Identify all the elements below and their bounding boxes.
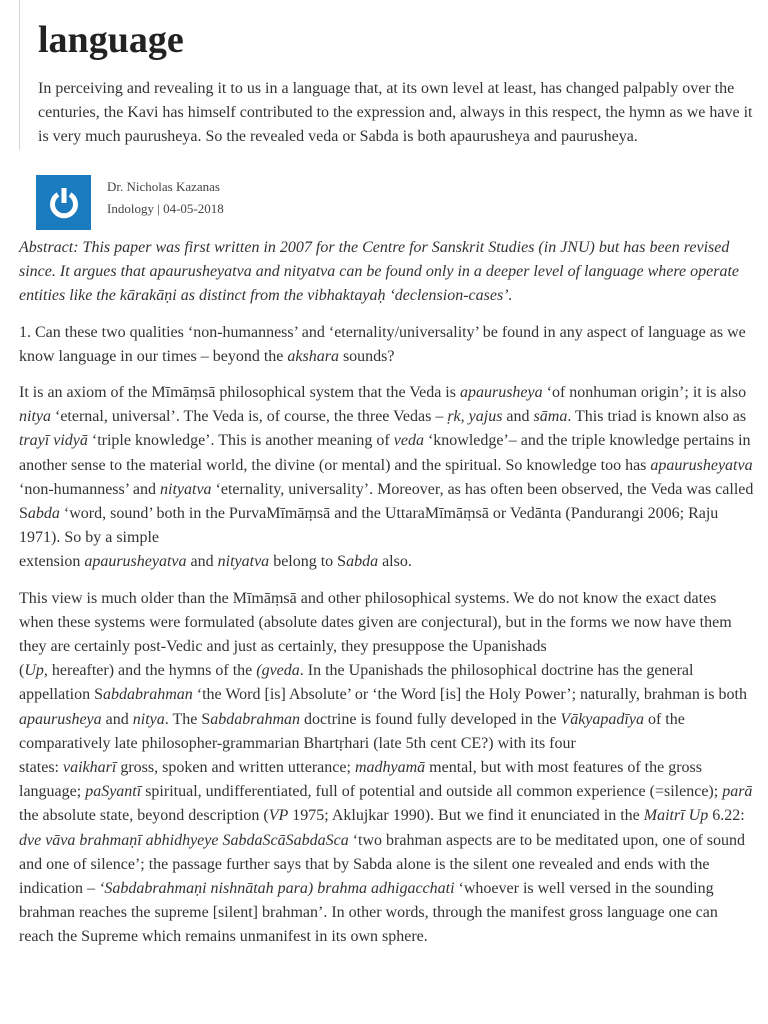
author-meta	[107, 201, 224, 217]
italic-term: trayī vidyā	[19, 432, 88, 450]
category-link[interactable]: Indology	[107, 201, 154, 216]
italic-term: apaurusheyatva	[650, 456, 753, 474]
meta-separator: |	[153, 201, 164, 216]
text-run: This view is much older than the Mīmāṃsā and other philosophical systems. We do not know the exact dates when these systems were formulated (absolute dates given are conjectural), but in the forms we now have them they are certainly post-Vedic and just as certainly, they presuppose the Upanishads	[19, 589, 732, 656]
italic-term: abdabrahman	[102, 686, 193, 704]
italic-term: VP	[268, 807, 289, 825]
italic-term: Up,	[24, 662, 48, 680]
italic-term: veda	[393, 432, 424, 450]
text-run: It is an axiom of the Mīmāṃsā philosophical system that the Veda is	[19, 384, 460, 402]
body-paragraph-3	[19, 587, 754, 950]
text-run: of the comparatively late philosopher-grammarian Bhartṛhari (late 5th cent CE?) with its four	[19, 710, 685, 752]
text-run: states:	[19, 759, 63, 777]
italic-term: nityatva	[217, 553, 270, 571]
author-name[interactable]: Dr. Nicholas Kazanas	[107, 179, 220, 194]
power-icon	[46, 185, 82, 221]
italic-term: abda	[27, 505, 60, 523]
text-run: 1975; Aklujkar 1990). But we find it enunciated in the	[288, 807, 644, 825]
italic-term: ṛk, yajus	[447, 408, 503, 426]
text-run: mental, but with most features of the gross language;	[19, 759, 702, 801]
italic-term: nityatva	[160, 480, 212, 498]
article-title: language	[38, 19, 184, 61]
text-run: ‘triple knowledge’. This is another meaning of	[87, 432, 394, 450]
italic-term: madhyamā	[354, 759, 426, 777]
italic-term: abdabrahman	[210, 710, 301, 728]
text-run: ‘whoever is well versed in the sounding brahman reaches the supreme [silent] brahman’. In other words, through the manifest gross language one can reach the Supreme which remains unmanifest in its own sphere.	[19, 880, 718, 946]
italic-term: apaurusheya	[19, 710, 102, 728]
italic-term: abda	[346, 553, 379, 571]
text-run: ‘the Word [is] Absolute’ or ‘the Word [is] the Holy Power’; naturally, brahman is both	[192, 686, 747, 704]
text-run: ‘word, sound’ both in the PurvaMīmāṃsā and the UttaraMīmāṃsā or Vedānta (Pandurangi 2006; Raju 1971). So by a simple	[19, 505, 719, 547]
text-run: hereafter) and the hymns of the	[47, 662, 257, 680]
body-paragraph-2	[19, 381, 754, 575]
article-body	[19, 236, 754, 950]
text-run: ‘of nonhuman origin’; it is also	[542, 384, 747, 402]
text-run: gross, spoken and written utterance;	[116, 759, 355, 777]
text-run: ‘non-humanness’ and	[19, 480, 160, 498]
italic-term: apaurusheya	[459, 384, 543, 402]
text-run: and	[101, 710, 133, 728]
text-run: . In the Upanishads the philosophical doctrine has the general appellation S	[19, 662, 694, 704]
text-run: also.	[378, 553, 412, 571]
text-run: (	[19, 662, 25, 680]
text-run: ‘eternality, universality’. Moreover, as has often been observed, the Veda was called S	[19, 480, 754, 523]
lead-quote-block	[19, 0, 760, 150]
italic-term: Vākyapadīya	[560, 710, 644, 728]
text-run: 6.22:	[708, 807, 745, 825]
italic-term: ‘Sabdabrahmaṇi nishnātah para) brahma adhigacchati	[98, 880, 455, 898]
text-run: . This triad is known also as	[567, 408, 747, 426]
italic-term: dve vāva brahmaṇī abhidhyeye SabdaScāSabdaSca	[19, 831, 349, 849]
italic-term: nitya	[132, 710, 165, 728]
text-run: 1. Can these two qualities ‘non-humanness’ and ‘eternality/universality’ be found in any aspect of language as we know language in our times – beyond the	[19, 323, 746, 365]
text-run: . The S	[164, 710, 211, 728]
text-run: doctrine is found fully developed in the	[300, 710, 561, 728]
italic-term: Maitrī Up	[643, 807, 709, 825]
italic-term: vaikharī	[63, 759, 117, 777]
italic-term: paSyantī	[85, 783, 142, 801]
italic-term: akshara	[287, 347, 339, 365]
article-lead-paragraph: In perceiving and revealing it to us in a language that, at its own level at least, has changed palpably over the centuries, the Kavi has himself contributed to the expression and, always in this respect, the hymn as we have it is very much paurusheya. So the revealed veda or Sabda is both apaurusheya and paurusheya.	[38, 80, 753, 145]
italic-term: apaurusheyatva	[84, 553, 187, 571]
italic-term: nitya	[19, 408, 51, 426]
italic-term: parā	[722, 783, 753, 801]
italic-term: (gveda	[256, 662, 300, 680]
abstract-paragraph: Abstract: This paper was first written in 2007 for the Centre for Sanskrit Studies (in JNU) but has been revised since. It argues that apaurusheyatva and nityatva can be found only in a deeper level of language where operate entities like the kārakāṇi as distinct from the vibhaktayaḥ ‘declension-cases’.	[19, 239, 739, 305]
text-run: ‘eternal, universal’. The Veda is, of course, the three Vedas –	[51, 408, 448, 426]
text-run: sounds?	[338, 347, 395, 365]
italic-term: sāma	[533, 408, 568, 426]
text-run: ‘two brahman aspects are to be meditated upon, one of sound and one of silence’; the passage further says that by Sabda alone is the silent one revealed and ends with the indication –	[19, 831, 746, 898]
text-run: and	[502, 408, 534, 426]
text-run: extension	[19, 553, 85, 571]
author-avatar[interactable]	[36, 175, 91, 230]
publish-date: 04-05-2018	[163, 201, 224, 216]
text-run: spiritual, undifferentiated, full of potential and outside all common experience (=silence);	[141, 783, 723, 801]
text-run: and	[186, 553, 218, 571]
body-paragraph-1	[19, 321, 754, 369]
text-run: belong to S	[269, 553, 347, 571]
text-run: the absolute state, beyond description (	[19, 807, 269, 825]
text-run: ‘knowledge’– and the triple knowledge pertains in another sense to the material world, the divine (or mental) and the spiritual. So knowledge too has	[19, 432, 751, 474]
